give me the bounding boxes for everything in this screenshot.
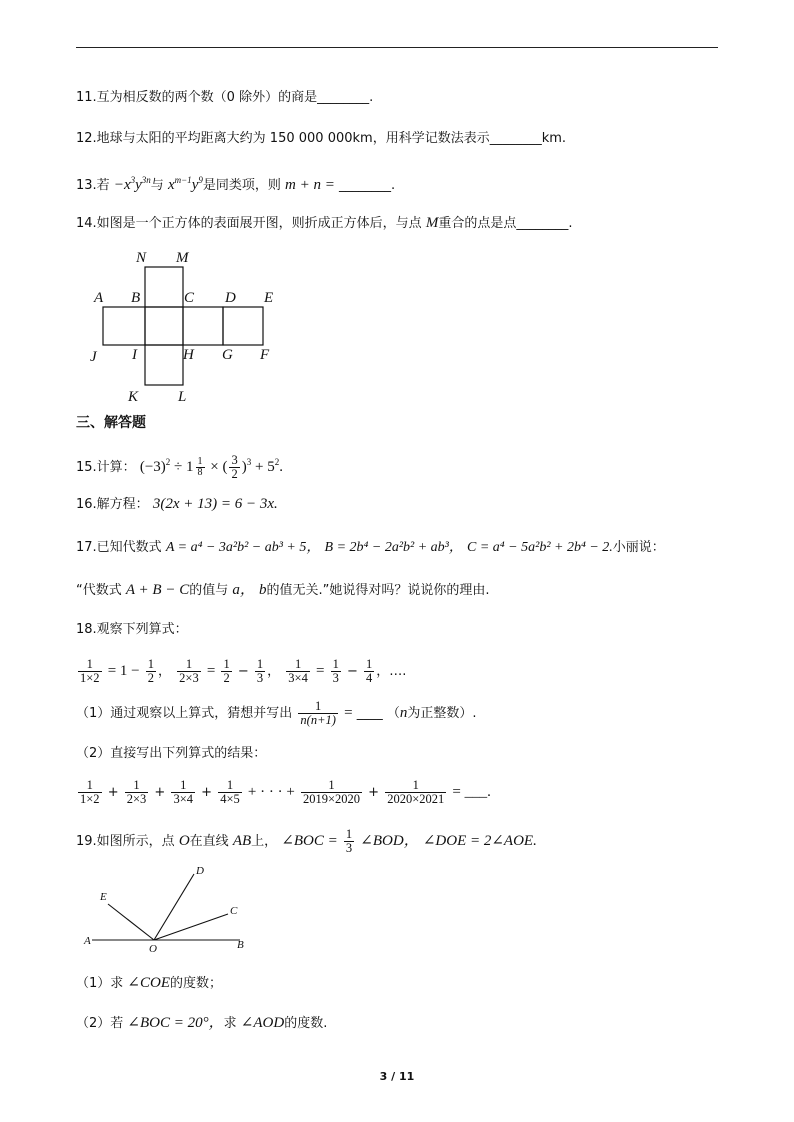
q13-after: 是同类项，则 (202, 178, 281, 193)
net-square-bottom (145, 345, 183, 385)
net-square-2 (145, 307, 183, 345)
q15-pre: 15.计算： (76, 460, 136, 475)
question-19-part1: （1）求 ∠COE的度数； (76, 975, 223, 991)
label-F: F (260, 347, 270, 363)
q16-expr: 3(2x + 13) = 6 − 3x. (152, 496, 278, 512)
label-J: J (90, 349, 97, 365)
label-K: K (128, 389, 139, 405)
ray-OD (154, 874, 194, 940)
label-M: M (176, 250, 189, 266)
q17-var-a: a， (232, 582, 255, 598)
q17-pre: 17.已知代数式 (76, 540, 162, 555)
q17-C: C = a⁴ − 5a²b² + 2b⁴ − 2. (467, 540, 613, 555)
q17-mid2: 的值与 (189, 583, 229, 598)
label-D: D (196, 865, 204, 877)
label-C: C (184, 290, 195, 306)
label-G: G (222, 347, 233, 363)
question-19: 19.如图所示，点 O在直线 AB上， ∠BOC = $\frac{1}{3}$ ∠BOD， ∠DOE = 2∠AOE. (76, 827, 537, 855)
question-16 (76, 494, 278, 515)
net-square-3 (183, 307, 223, 345)
header-rule (76, 47, 718, 48)
q13-mid: 与 (150, 178, 164, 193)
page-number: 3 / 11 (379, 1070, 415, 1083)
q13-expr: m + n = (285, 177, 335, 193)
q13-end: . (390, 178, 396, 193)
question-18-sum: $\frac{1}{1\times 2}$ + $\frac{1}{2\times 3}$ + $\frac{1}{3\times 4}$ + $\frac{1}{4\times 5}$ + · · · + $\frac{1}{2019\times 2020}$ + $\frac{1}{2020\times 2021}$ = ___. (80, 778, 491, 806)
label-E: E (264, 290, 274, 306)
question-19-part2: （2）若 ∠BOC = 20°，求 ∠AOD的度数. (76, 1015, 328, 1031)
question-11 (76, 88, 373, 108)
question-13 (76, 170, 395, 196)
q17-var-b: b (259, 582, 267, 598)
q15-expr: $(-3)^2 \div 1$ $\frac{1}{8}$ × ( $\frac{3}{2}$ )$^3 + 5^2$. (139, 453, 283, 482)
label-I: I (132, 347, 137, 363)
question-18-examples: $\frac{1}{1\times 2}$ = 1 − $\frac{1}{2}$ ， $\frac{1}{2\times 3}$ = $\frac{1}{2}$ − $\frac{1}{3}$ ， $\frac{1}{3\times 4}$ = $\frac{1}{3}$ − $\frac{1}{4}$ ，…. (80, 657, 407, 685)
q13-term1: $-x^3y^{3n}$ (113, 175, 151, 193)
q11-end: . (369, 90, 374, 105)
q12-end: km. (541, 131, 567, 146)
question-18-part2: （2）直接写出下列算式的结果： (76, 746, 267, 761)
question-14 (76, 213, 572, 234)
question-15 (76, 452, 283, 481)
q12-text: 12.地球与太阳的平均距离大约为 150 000 000km，用科学记数法表示 (76, 131, 490, 146)
q13-term2: $x^{m-1}y^9$ (167, 175, 203, 193)
q17-tail: 小丽说： (612, 540, 665, 555)
question-18-title: 18.观察下列算式： (76, 622, 188, 637)
label-H: H (183, 347, 194, 363)
label-O: O (149, 943, 157, 955)
q17-line2-pre: “代数式 (76, 583, 122, 598)
q12-blank: ________ (489, 131, 542, 146)
label-E: E (100, 891, 107, 903)
ray-OC (154, 914, 228, 940)
cube-net-figure (80, 245, 300, 405)
q14-text: 14.如图是一个正方体的表面展开图，则折成正方体后，与点 (76, 216, 422, 231)
question-18-part1: （1）通过观察以上算式，猜想并写出 $\frac{1}{n(n+1)}$ = ____ （n为正整数）. (76, 699, 477, 727)
q11-blank: ________ (317, 90, 370, 105)
net-square-4 (223, 307, 263, 345)
q14-after: 重合的点是点 (438, 216, 517, 231)
section-title: 三、解答题 (76, 415, 146, 431)
label-A: A (94, 290, 104, 306)
q17-B: B = 2b⁴ − 2a²b² + ab³， (324, 540, 463, 555)
net-square-top (145, 267, 183, 307)
q14-blank: ________ (516, 216, 569, 231)
label-D: D (225, 290, 236, 306)
question-12 (76, 129, 566, 149)
q13-blank: ________ (338, 178, 391, 193)
label-B: B (131, 290, 141, 306)
q11-text: 11.互为相反数的两个数（0 除外）的商是 (76, 90, 318, 105)
question-17-line2 (76, 580, 490, 601)
ray-OE (108, 904, 154, 940)
angle-figure (80, 860, 280, 960)
label-B: B (237, 939, 244, 951)
label-A: A (84, 935, 91, 947)
label-C: C (230, 905, 238, 917)
q13-pre: 13.若 (76, 178, 110, 193)
net-square-1 (103, 307, 145, 345)
q14-point: M (425, 215, 439, 231)
label-L: L (178, 389, 187, 405)
q14-end: . (568, 216, 573, 231)
label-N: N (136, 250, 147, 266)
q17-end2: 的值无关.”她说得对吗？说说你的理由. (266, 583, 490, 598)
q17-expr2: A + B − C (125, 582, 190, 598)
q17-A: A = a⁴ − 3a²b² − ab³ + 5， (165, 540, 321, 555)
q16-pre: 16.解方程： (76, 497, 149, 512)
question-17-line1 (76, 538, 665, 558)
